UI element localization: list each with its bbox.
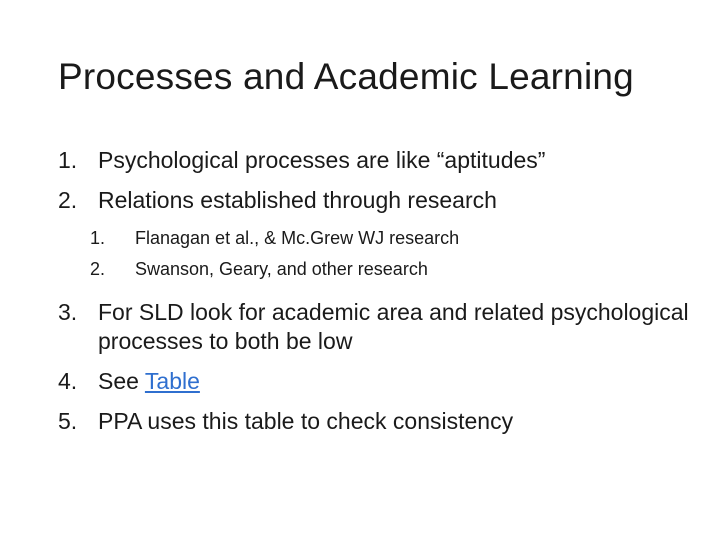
list-item-prefix: See [98,368,145,394]
list-number: 2. [58,187,78,213]
list-number: 3. [58,299,78,325]
list-number: 4. [58,368,78,394]
slide-title: Processes and Academic Learning [58,56,634,97]
slide-body [58,146,698,447]
list-item-text: Psychological processes are like “aptitudes” [98,147,546,173]
list-number: 1. [58,147,78,173]
sublist-number: 2. [90,259,106,279]
list-item-text: Relations established through research [98,187,497,213]
list-item-text: For SLD look for academic area and related psychological processes to both be low [98,299,689,354]
list-number: 5. [58,408,78,434]
sublist-item-text: Flanagan et al., & Mc.Grew WJ research [135,228,460,248]
sublist-item-2 [90,258,698,280]
list-item-2 [58,186,698,215]
list-item-1 [58,146,698,175]
list-item-4 [58,367,698,396]
sublist-item-1 [90,227,698,249]
list-item-3 [58,298,698,356]
table-link[interactable]: Table [144,368,200,394]
research-sublist [90,227,698,280]
sublist-item-text: Swanson, Geary, and other research [135,259,428,279]
list-item-5 [58,407,698,436]
list-item-text: PPA uses this table to check consistency [98,408,514,434]
sublist-number: 1. [90,228,106,248]
